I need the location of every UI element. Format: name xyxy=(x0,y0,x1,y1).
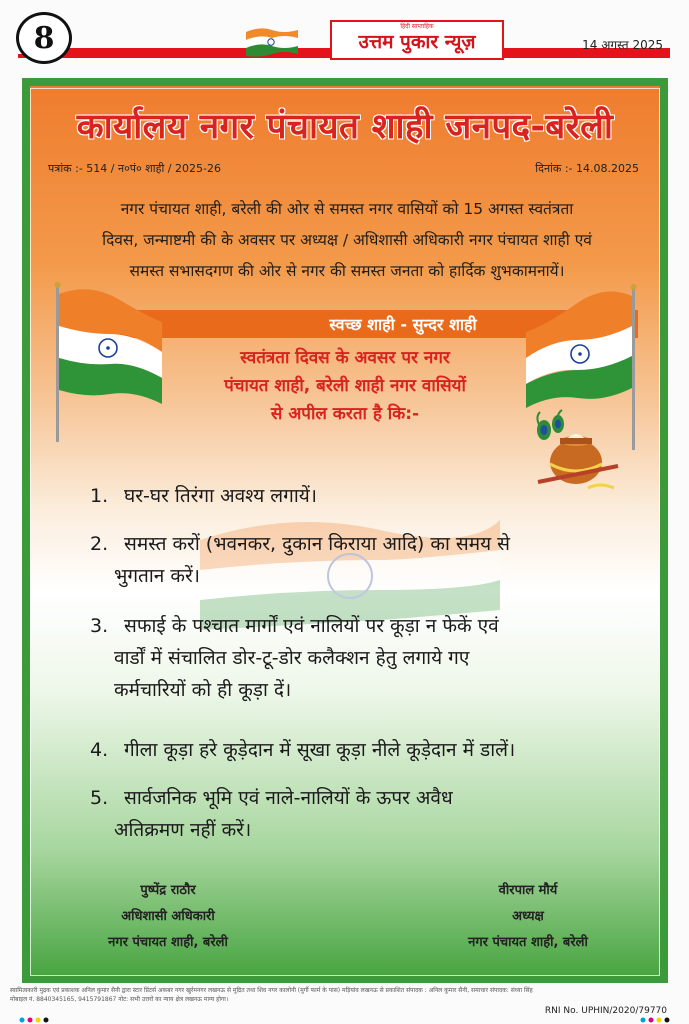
list-item xyxy=(90,480,650,512)
list-item xyxy=(90,528,650,592)
slogan-banner: स्वच्छ शाही - सुन्दर शाही xyxy=(168,310,638,338)
reference-number: पत्रांक :- 514 / न०पं० शाही / 2025-26 xyxy=(48,162,221,175)
item-number: 4. xyxy=(90,739,109,761)
list-item xyxy=(90,782,650,846)
signatory-designation: अधिशासी अधिकारी xyxy=(121,909,215,924)
signatory-chairman xyxy=(408,878,648,956)
notice-date: दिनांक :- 14.08.2025 xyxy=(535,162,639,175)
masthead-title: उत्तम पुकार न्यूज़ xyxy=(358,31,476,53)
item-text: समस्त करों (भवनकर, दुकान किराया आदि) का समय से xyxy=(124,533,511,555)
appeal-line: स्वतंत्रता दिवस के अवसर पर नगर xyxy=(240,348,450,368)
page-number: 8 xyxy=(16,12,72,64)
appeal-heading xyxy=(150,344,540,428)
registration-marks xyxy=(0,1016,689,1024)
item-number: 1. xyxy=(90,485,109,507)
signatory-name: पुष्पेंद्र राठौर xyxy=(140,883,196,898)
item-number: 2. xyxy=(90,533,109,555)
item-text-continued: अतिक्रमण नहीं करें। xyxy=(114,819,252,841)
signatory-designation: अध्यक्ष xyxy=(512,909,544,924)
signatory-office: नगर पंचायत शाही, बरेली xyxy=(108,935,228,950)
notice-title: कार्यालय नगर पंचायत शाही जनपद-बरेली xyxy=(76,107,614,147)
imprint-line: मोबाइल नं. 8840345165, 9415791867 नोट: सभी उत्तरों का न्याय क्षेत्र लखनऊ मान्य होगा। xyxy=(10,996,229,1003)
item-text: गीला कूड़ा हरे कूड़ेदान में सूखा कूड़ा नीले कूड़ेदान में डालें। xyxy=(124,739,516,761)
item-number: 3. xyxy=(90,615,109,637)
imprint-footer xyxy=(10,986,680,1004)
masthead-tagline: हिंदी साप्ताहिक xyxy=(400,23,434,30)
appeal-line: पंचायत शाही, बरेली शाही नगर वासियों xyxy=(224,376,466,396)
list-item xyxy=(90,610,650,706)
item-text-continued: वार्डों में संचालित डोर-टू-डोर कलैक्शन हेतु लगाये गए xyxy=(114,647,470,669)
signatory-executive-officer xyxy=(48,878,288,956)
item-text: घर-घर तिरंगा अवश्य लगायें। xyxy=(124,485,318,507)
signatory-name: वीरपाल मौर्य xyxy=(498,883,558,898)
greeting-line: समस्त सभासदगण की ओर से नगर की समस्त जनता को हार्दिक शुभकामनायें। xyxy=(129,262,565,280)
item-number: 5. xyxy=(90,787,109,809)
item-text-continued: भुगतान करें। xyxy=(114,565,200,587)
item-text-continued: कर्मचारियों को ही कूड़ा दें। xyxy=(114,679,292,701)
imprint-line: स्वामित्वकारी मुद्रक एवं प्रकाशक अनिल कुमार सैनी द्वारा स्टार प्रिंटर्स अकबर नगर खुर्रमनगर लखनऊ से मुद्रित तथा शिव नगर कालोनी (मुर्गी फार्म के पास) मड़ियांव लखनऊ से प्रकाशित संपादक : अनिल कुमार सैनी, समाचार संपादक: संध्या सिंह xyxy=(10,987,533,994)
item-text: सफाई के पश्चात मार्गों एवं नालियों पर कूड़ा न फेकें एवं xyxy=(124,615,499,637)
greeting-line: नगर पंचायत शाही, बरेली की ओर से समस्त नगर वासियों को 15 अगस्त स्वतंत्रता xyxy=(120,200,574,218)
item-text: सार्वजनिक भूमि एवं नाले-नालियों के ऊपर अवैध xyxy=(124,787,453,809)
tricolor-flag-icon xyxy=(240,24,302,58)
appeal-line: से अपील करता है कि:- xyxy=(270,404,420,424)
list-item xyxy=(90,734,650,766)
header-date: 14 अगस्त 2025 xyxy=(582,38,663,52)
signatory-office: नगर पंचायत शाही, बरेली xyxy=(468,935,588,950)
rni-number: RNI No. UPHIN/2020/79770 xyxy=(544,1006,667,1016)
greeting-message xyxy=(52,194,642,287)
masthead xyxy=(330,20,504,60)
greeting-line: दिवस, जन्माष्टमी की के अवसर पर अध्यक्ष / अधिशासी अधिकारी नगर पंचायत शाही एवं xyxy=(102,231,592,249)
